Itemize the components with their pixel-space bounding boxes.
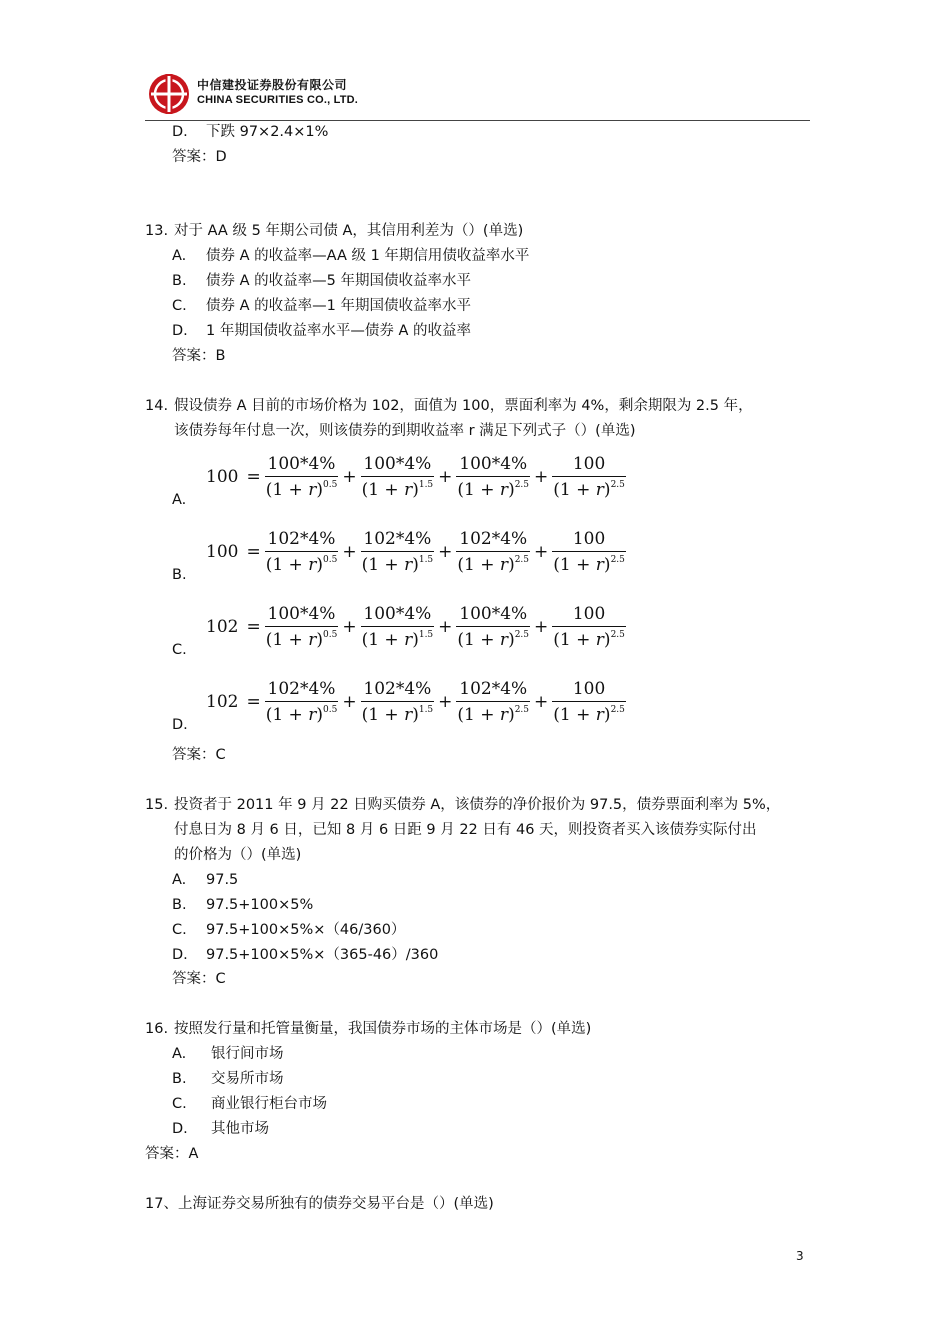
fraction-numerator: 102*4% bbox=[363, 529, 432, 549]
question-14: 14. 假设债券 A 目前的市场价格为 102，面值为 100，票面利率为 4%，剩余期限为 2.5 年， bbox=[145, 398, 753, 414]
fraction-denominator: $(1 + r)^{2.5}$ bbox=[552, 551, 626, 575]
page-header bbox=[145, 68, 810, 121]
plus-sign: + bbox=[438, 692, 453, 712]
exponent: 2.5 bbox=[514, 630, 530, 640]
q13-option-a: A. 债券 A 的收益率—AA 级 1 年期信用债收益率水平 bbox=[172, 248, 530, 264]
option-letter: C. bbox=[172, 642, 187, 658]
fraction bbox=[361, 604, 435, 650]
q16-option-c: C. 商业银行柜台市场 bbox=[172, 1096, 327, 1112]
fraction-denominator: $(1 + r)^{1.5}$ bbox=[361, 476, 435, 500]
fraction-numerator: 100*4% bbox=[459, 454, 528, 474]
fraction-numerator: 102*4% bbox=[459, 679, 528, 699]
q16-option-d: D. 其他市场 bbox=[172, 1121, 269, 1137]
fraction-numerator: 100 bbox=[572, 604, 606, 624]
option-letter: B. bbox=[172, 567, 187, 583]
fraction bbox=[265, 604, 339, 650]
exponent: 2.5 bbox=[610, 480, 625, 490]
plus-sign: + bbox=[534, 467, 549, 487]
yield-equation bbox=[206, 454, 626, 500]
yield-equation bbox=[206, 679, 626, 725]
question-14-line2: 该债券每年付息一次，则该债券的到期收益率 r 满足下列式子（）(单选) bbox=[174, 423, 636, 439]
fraction bbox=[361, 679, 435, 725]
exponent: 0.5 bbox=[322, 480, 338, 490]
fraction-denominator: $(1 + r)^{2.5}$ bbox=[456, 626, 530, 650]
fraction bbox=[361, 529, 435, 575]
yield-equation bbox=[206, 604, 626, 650]
fraction-denominator: $(1 + r)^{2.5}$ bbox=[552, 476, 626, 500]
fraction-denominator: $(1 + r)^{0.5}$ bbox=[265, 551, 339, 575]
q14-option-d bbox=[172, 675, 692, 739]
equation-lhs: 102 bbox=[206, 692, 239, 712]
q15-option-c: C. 97.5+100×5%×（46/360） bbox=[172, 922, 406, 938]
q15-option-b: B. 97.5+100×5% bbox=[172, 897, 314, 913]
fraction-denominator: $(1 + r)^{0.5}$ bbox=[265, 701, 339, 725]
fraction-numerator: 102*4% bbox=[267, 679, 336, 699]
plus-sign: + bbox=[534, 542, 549, 562]
exponent: 1.5 bbox=[418, 705, 434, 715]
question-15-line3: 的价格为（）(单选) bbox=[174, 847, 302, 863]
fraction-denominator: $(1 + r)^{1.5}$ bbox=[361, 626, 435, 650]
fraction-numerator: 100*4% bbox=[363, 604, 432, 624]
equals-sign: = bbox=[246, 542, 261, 562]
q14-option-a bbox=[172, 450, 692, 514]
exponent: 0.5 bbox=[322, 630, 338, 640]
q16-answer: 答案：A bbox=[145, 1146, 199, 1162]
plus-sign: + bbox=[342, 617, 357, 637]
fraction-numerator: 100 bbox=[572, 454, 606, 474]
q16-option-a: A. 银行间市场 bbox=[172, 1046, 284, 1062]
fraction bbox=[265, 454, 339, 500]
fraction bbox=[552, 604, 626, 650]
fraction bbox=[456, 679, 530, 725]
fraction bbox=[265, 679, 339, 725]
fraction bbox=[456, 454, 530, 500]
q15-option-d: D. 97.5+100×5%×（365-46）/360 bbox=[172, 947, 439, 963]
question-13: 13. 对于 AA 级 5 年期公司债 A，其信用利差为（）(单选) bbox=[145, 223, 524, 239]
fraction-denominator: $(1 + r)^{2.5}$ bbox=[456, 551, 530, 575]
fraction bbox=[361, 454, 435, 500]
fraction-denominator: $(1 + r)^{0.5}$ bbox=[265, 626, 339, 650]
q13-option-c: C. 债券 A 的收益率—1 年期国债收益率水平 bbox=[172, 298, 471, 314]
option-letter: D. bbox=[172, 717, 188, 733]
fraction-denominator: $(1 + r)^{2.5}$ bbox=[552, 626, 626, 650]
exponent: 2.5 bbox=[514, 705, 530, 715]
q14-option-b bbox=[172, 525, 692, 589]
exponent: 1.5 bbox=[418, 630, 434, 640]
prev-answer: 答案：D bbox=[172, 149, 227, 165]
exponent: 0.5 bbox=[322, 705, 338, 715]
q16-option-b: B. 交易所市场 bbox=[172, 1071, 284, 1087]
fraction-numerator: 100*4% bbox=[267, 604, 336, 624]
question-17: 17、上海证券交易所独有的债券交易平台是（）(单选) bbox=[145, 1196, 494, 1212]
fraction-denominator: $(1 + r)^{0.5}$ bbox=[265, 476, 339, 500]
q14-answer: 答案：C bbox=[172, 747, 226, 763]
citic-logo-icon bbox=[147, 72, 191, 116]
plus-sign: + bbox=[438, 617, 453, 637]
equals-sign: = bbox=[246, 692, 261, 712]
q14-option-c bbox=[172, 600, 692, 664]
plus-sign: + bbox=[342, 542, 357, 562]
exponent: 0.5 bbox=[322, 555, 338, 565]
equation-lhs: 100 bbox=[206, 467, 239, 487]
q15-answer: 答案：C bbox=[172, 971, 226, 987]
fraction bbox=[456, 604, 530, 650]
company-name-en: CHINA SECURITIES CO., LTD. bbox=[197, 94, 359, 106]
fraction-numerator: 100 bbox=[572, 679, 606, 699]
equation-lhs: 100 bbox=[206, 542, 239, 562]
plus-sign: + bbox=[342, 467, 357, 487]
option-letter: A. bbox=[172, 492, 187, 508]
exponent: 2.5 bbox=[514, 555, 530, 565]
yield-equation bbox=[206, 529, 626, 575]
equals-sign: = bbox=[246, 467, 261, 487]
exponent: 1.5 bbox=[418, 555, 434, 565]
exponent: 2.5 bbox=[514, 480, 530, 490]
fraction-denominator: $(1 + r)^{2.5}$ bbox=[456, 476, 530, 500]
fraction-denominator: $(1 + r)^{1.5}$ bbox=[361, 551, 435, 575]
page-number: 3 bbox=[796, 1249, 804, 1263]
fraction-numerator: 100*4% bbox=[459, 604, 528, 624]
fraction-denominator: $(1 + r)^{2.5}$ bbox=[456, 701, 530, 725]
exponent: 2.5 bbox=[610, 555, 625, 565]
fraction bbox=[552, 679, 626, 725]
exponent: 2.5 bbox=[610, 630, 625, 640]
company-name-cn: 中信建投证券股份有限公司 bbox=[197, 78, 348, 92]
fraction-denominator: $(1 + r)^{2.5}$ bbox=[552, 701, 626, 725]
fraction bbox=[552, 529, 626, 575]
fraction bbox=[456, 529, 530, 575]
fraction-numerator: 100 bbox=[572, 529, 606, 549]
fraction-numerator: 102*4% bbox=[267, 529, 336, 549]
question-15: 15. 投资者于 2011 年 9 月 22 日购买债券 A，该债券的净价报价为 97.5，债券票面利率为 5%， bbox=[145, 797, 781, 813]
q13-answer: 答案：B bbox=[172, 348, 226, 364]
q15-option-a: A. 97.5 bbox=[172, 872, 239, 888]
equals-sign: = bbox=[246, 617, 261, 637]
q13-option-b: B. 债券 A 的收益率—5 年期国债收益率水平 bbox=[172, 273, 471, 289]
fraction bbox=[265, 529, 339, 575]
equation-lhs: 102 bbox=[206, 617, 239, 637]
fraction-numerator: 102*4% bbox=[363, 679, 432, 699]
exponent: 1.5 bbox=[418, 480, 434, 490]
question-15-line2: 付息日为 8 月 6 日，已知 8 月 6 日距 9 月 22 日有 46 天，则投资者买入该债券实际付出 bbox=[174, 822, 757, 838]
company-name bbox=[197, 78, 358, 107]
fraction-numerator: 102*4% bbox=[459, 529, 528, 549]
plus-sign: + bbox=[534, 617, 549, 637]
prev-option-d: D. 下跌 97×2.4×1% bbox=[172, 124, 329, 140]
fraction-denominator: $(1 + r)^{1.5}$ bbox=[361, 701, 435, 725]
fraction-numerator: 100*4% bbox=[267, 454, 336, 474]
plus-sign: + bbox=[438, 542, 453, 562]
plus-sign: + bbox=[438, 467, 453, 487]
q13-option-d: D. 1 年期国债收益率水平—债券 A 的收益率 bbox=[172, 323, 471, 339]
question-16: 16. 按照发行量和托管量衡量，我国债券市场的主体市场是（）(单选) bbox=[145, 1021, 592, 1037]
exponent: 2.5 bbox=[610, 705, 625, 715]
plus-sign: + bbox=[342, 692, 357, 712]
fraction bbox=[552, 454, 626, 500]
plus-sign: + bbox=[534, 692, 549, 712]
fraction-numerator: 100*4% bbox=[363, 454, 432, 474]
